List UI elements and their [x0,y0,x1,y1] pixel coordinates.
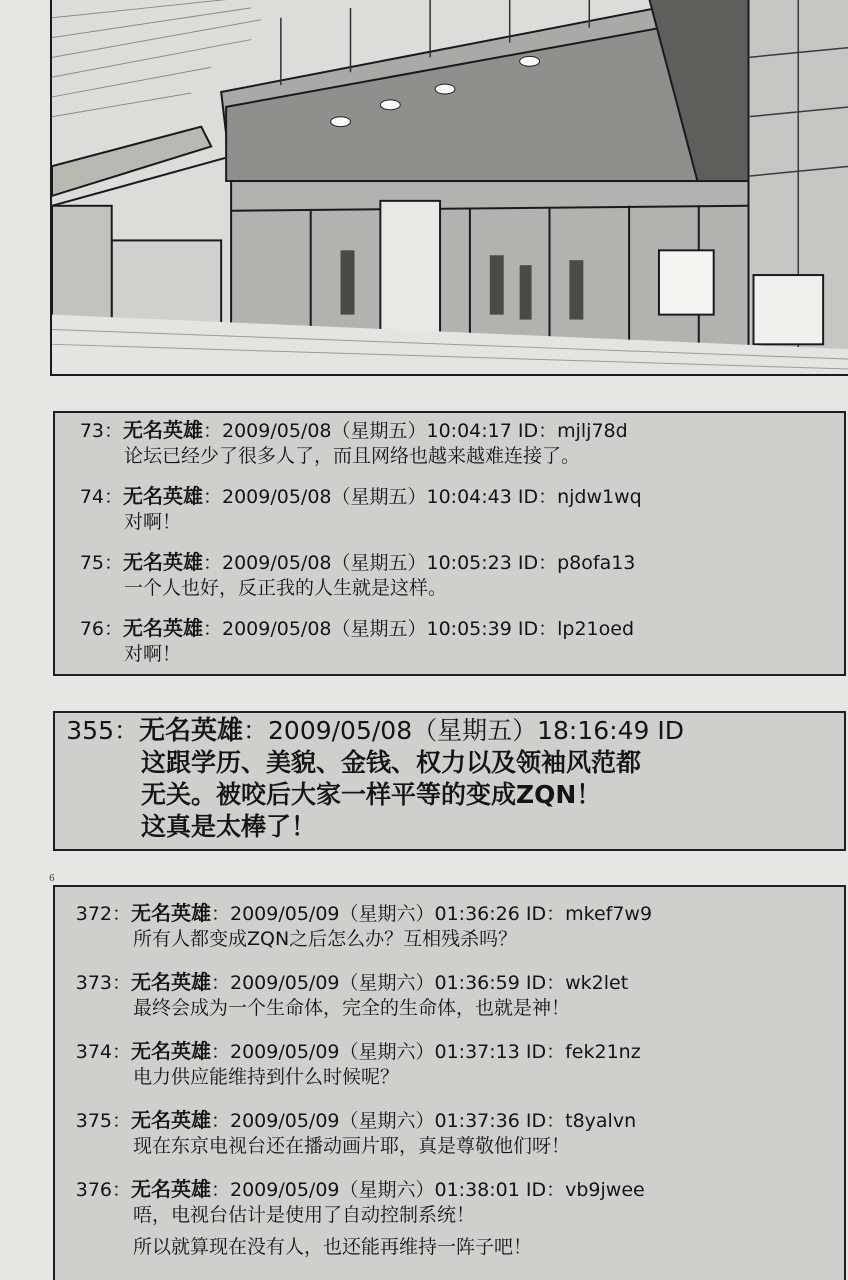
poster-name: 无名英雄 [123,616,203,640]
post-number: 373： [75,972,131,994]
post-number: 374： [75,1041,131,1063]
poster-name: 无名英雄 [123,550,203,574]
post-header [55,900,844,926]
post-header [55,549,844,575]
post-header [55,615,844,641]
forum-thread-box-3 [53,885,846,1280]
post-text: 无关。被咬后大家一样平等的变成ZQN！ [141,780,602,809]
forum-post [55,1038,844,1090]
post-text: 这真是太棒了！ [141,812,317,841]
post-header [55,715,844,747]
post-header [55,417,844,443]
post-number: 355： [66,716,139,745]
post-meta: ：2009/05/08（星期五）18:16:49 ID [243,716,684,745]
post-meta: ：2009/05/09（星期六）01:36:26 ID：mkef7w9 [211,903,653,925]
poster-name: 无名英雄 [131,901,211,925]
poster-name: 无名英雄 [123,418,203,442]
post-text: 最终会成为一个生命体，完全的生命体，也就是神！ [133,997,571,1019]
post-text: 唔，电视台估计是使用了自动控制系统！ [133,1204,476,1226]
post-header [55,1107,844,1133]
post-text: 这跟学历、美貌、金钱、权力以及领袖风范都 [141,748,642,777]
post-text: 所有人都变成ZQN之后怎么办？互相残杀吗？ [133,928,518,950]
post-meta: ：2009/05/09（星期六）01:37:13 ID：fek21nz [211,1041,641,1063]
post-meta: ：2009/05/09（星期六）01:37:36 ID：t8yalvn [211,1110,637,1132]
post-meta: ：2009/05/08（星期五）10:04:17 ID：mjlj78d [203,420,628,442]
post-number: 75： [79,552,123,574]
forum-post [55,1107,844,1159]
poster-name: 无名英雄 [131,1108,211,1132]
post-header [55,1176,844,1202]
post-number: 73： [79,420,123,442]
forum-post [55,549,844,601]
poster-name: 无名英雄 [123,484,203,508]
forum-post [55,900,844,952]
post-meta: ：2009/05/09（星期六）01:36:59 ID：wk2let [211,972,629,994]
forum-post [55,1176,844,1260]
forum-post [55,615,844,667]
post-header [55,969,844,995]
post-text: 电力供应能维持到什么时候呢？ [133,1066,400,1088]
post-text: 对啊！ [124,511,182,533]
poster-name: 无名英雄 [139,716,244,746]
post-number: 76： [79,618,123,640]
poster-name: 无名英雄 [131,1039,211,1063]
post-number: 74： [79,486,123,508]
forum-post [55,969,844,1021]
poster-name: 无名英雄 [131,970,211,994]
poster-name: 无名英雄 [131,1177,211,1201]
post-text: 所以就算现在没有人，也还能再维持一阵子吧！ [133,1236,533,1258]
post-number: 376： [75,1179,131,1201]
post-text: 论坛已经少了很多人了，而且网络也越来越难连接了。 [124,445,581,467]
post-text: 一个人也好，反正我的人生就是这样。 [124,577,448,599]
post-header [55,483,844,509]
post-number: 375： [75,1110,131,1132]
forum-thread-box-2 [53,711,846,851]
forum-post [55,417,844,469]
forum-post [55,483,844,535]
page-number: 6 [49,874,55,884]
post-meta: ：2009/05/08（星期五）10:05:23 ID：p8ofa13 [203,552,636,574]
forum-thread-box-1 [53,411,846,676]
station-building-illustration [50,0,848,376]
forum-post [55,715,844,843]
post-meta: ：2009/05/08（星期五）10:05:39 ID：lp21oed [203,618,635,640]
post-meta: ：2009/05/09（星期六）01:38:01 ID：vb9jwee [211,1179,645,1201]
post-text: 现在东京电视台还在播动画片耶，真是尊敬他们呀！ [133,1135,571,1157]
post-number: 372： [75,903,131,925]
post-text: 对啊！ [124,643,182,665]
post-header [55,1038,844,1064]
post-meta: ：2009/05/08（星期五）10:04:43 ID：njdw1wq [203,486,642,508]
